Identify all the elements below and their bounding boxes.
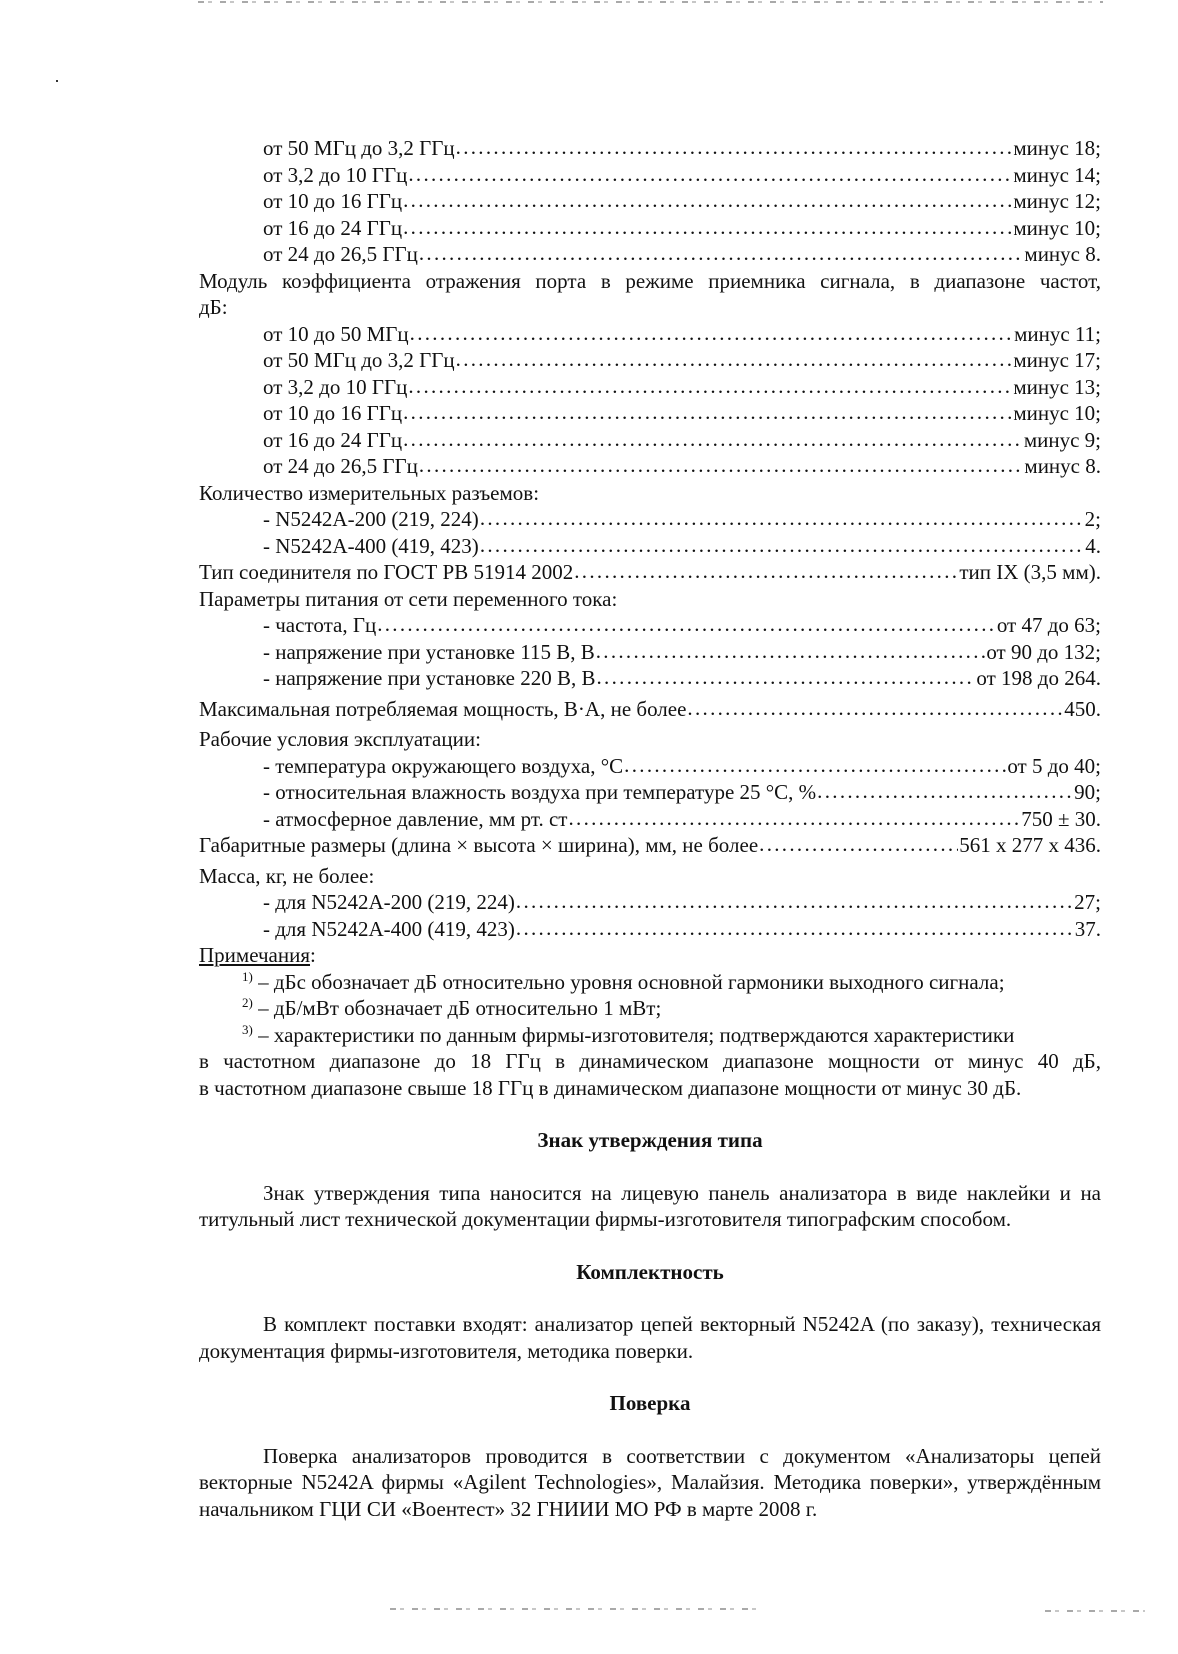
dot-leader: [687, 695, 1063, 722]
dot-leader: [817, 778, 1073, 805]
dot-leader: [596, 638, 986, 665]
note-continuation: в частотном диапазоне свыше 18 ГГц в динамическом диапазоне мощности от минус 30 дБ.: [199, 1075, 1022, 1100]
spec-title: Рабочие условия эксплуатации:: [199, 727, 481, 751]
document-page: [199, 135, 1101, 1522]
spec-row-dimensions: Габаритные размеры (длина × высота × ширина), мм, не более ..... 561 x 277 x 436.: [199, 832, 1101, 859]
dot-leader: [624, 752, 1006, 779]
scan-speck: [56, 80, 58, 82]
spec-row: от 50 МГц до 3,2 ГГц ..... минус 17;: [199, 347, 1101, 374]
spec-row: - температура окружающего воздуха, °С ..... от 5 до 40;: [199, 753, 1101, 780]
spec-row: от 24 до 26,5 ГГц ..... минус 8.: [199, 241, 1101, 268]
dot-leader: [759, 831, 958, 858]
section-paragraph: Знак утверждения типа наносится на лицевую панель анализатора в виде наклейки и на титульный лист технической документации фирмы-изготовителя типографским способом.: [199, 1180, 1101, 1231]
spec-row: от 24 до 26,5 ГГц ..... минус 8.: [199, 453, 1101, 480]
dot-leader: [403, 399, 1012, 426]
footnote-mark: 2): [242, 995, 253, 1010]
spec-row-connector-type: Тип соединителя по ГОСТ РВ 51914 2002 ..... тип IX (3,5 мм).: [199, 559, 1101, 586]
spec-row: - N5242A-200 (219, 224) ..... 2;: [199, 506, 1101, 533]
dot-leader: [377, 611, 996, 638]
dot-leader: [403, 187, 1012, 214]
section-heading: Поверка: [609, 1391, 691, 1415]
dot-leader: [456, 346, 1013, 373]
type-approval-section: [199, 1127, 1101, 1233]
verification-section: [199, 1390, 1101, 1522]
spec-row: - для N5242A-400 (419, 423) ..... 37.: [199, 916, 1101, 943]
footnote-mark: 3): [242, 1021, 253, 1037]
operating-conditions-section: [199, 726, 1101, 832]
footnote-mark: 1): [242, 968, 253, 984]
dot-leader: [516, 915, 1074, 942]
section-heading: Комплектность: [576, 1259, 724, 1284]
spec-title: Модуль коэффициента отражения порта в режиме приемника сигнала, в диапазоне частот,: [199, 268, 1101, 293]
scan-artifact-bottom-center: [390, 1608, 760, 1610]
spec-row: от 3,2 до 10 ГГц ..... минус 14;: [199, 162, 1101, 189]
completeness-section: [199, 1259, 1101, 1365]
dot-leader: [403, 426, 1023, 453]
dot-leader: [408, 373, 1012, 400]
section-heading: Знак утверждения типа: [537, 1128, 763, 1152]
spec-row: от 16 до 24 ГГц ..... минус 10;: [199, 215, 1101, 242]
spec-row: от 50 МГц до 3,2 ГГц ..... минус 18;: [199, 135, 1101, 162]
dot-leader: [419, 452, 1024, 479]
dot-leader: [410, 320, 1013, 347]
spec-row-max-power: Максимальная потребляемая мощность, В·А, не более ..... 450.: [199, 696, 1101, 723]
dot-leader: [403, 214, 1012, 241]
scan-artifact-bottom-right: [1045, 1610, 1145, 1612]
spec-row: - N5242A-400 (419, 423) ..... 4.: [199, 533, 1101, 560]
reflection-source-list: [199, 135, 1101, 268]
spec-title: Масса, кг, не более:: [199, 863, 375, 888]
note-item: $^{1)}$ – дБс обозначает дБ относительно уровня основной гармоники выходного сигнала;: [242, 968, 1005, 994]
spec-row: от 10 до 50 МГц ..... минус 11;: [199, 321, 1101, 348]
spec-title-cont: дБ:: [199, 295, 228, 319]
spec-row: от 3,2 до 10 ГГц ..... минус 13;: [199, 374, 1101, 401]
spec-row: от 10 до 16 ГГц ..... минус 12;: [199, 188, 1101, 215]
mass-section: [199, 863, 1101, 943]
spec-title: Количество измерительных разъемов:: [199, 480, 540, 505]
notes-title: Примечания:: [199, 943, 316, 967]
spec-row: - относительная влажность воздуха при температуре 25 °С, % ..... 90;: [199, 779, 1101, 806]
spec-title: Параметры питания от сети переменного тока:: [199, 586, 618, 611]
spec-row: - частота, Гц ..... от 47 до 63;: [199, 612, 1101, 639]
section-paragraph: Поверка анализаторов проводится в соответствии с документом «Анализаторы цепей векторные N5242A фирмы «Agilent Technologies», Малайзия. Методика поверки», утверждённым начальником ГЦИ СИ «Воентест» 32 ГНИИИ МО РФ в марте 2008 г.: [199, 1443, 1101, 1521]
spec-row: от 10 до 16 ГГц ..... минус 10;: [199, 400, 1101, 427]
spec-row: от 16 до 24 ГГц ..... минус 9;: [199, 427, 1101, 454]
spec-row: - напряжение при установке 220 В, В ..... от 198 до 264.: [199, 665, 1101, 692]
notes-section: [199, 942, 1101, 1101]
spec-row: - для N5242A-200 (219, 224) ..... 27;: [199, 889, 1101, 916]
dot-leader: [516, 888, 1073, 915]
dot-leader: [419, 240, 1024, 267]
dot-leader: [597, 664, 976, 691]
reflection-receiver-section: [199, 268, 1101, 480]
spec-row: - напряжение при установке 115 В, В ..... от 90 до 132;: [199, 639, 1101, 666]
note-item: $^{2)}$ – дБ/мВт обозначает дБ относительно 1 мВт;: [242, 995, 662, 1020]
dot-leader: [408, 161, 1012, 188]
dot-leader: [480, 532, 1084, 559]
dot-leader: [568, 805, 1020, 832]
note-continuation: в частотном диапазоне до 18 ГГц в динамическом диапазоне мощности от минус 40 дБ,: [199, 1049, 1101, 1073]
dot-leader: [480, 505, 1084, 532]
scan-artifact-top: [198, 1, 1103, 3]
dot-leader: [574, 558, 958, 585]
connectors-section: [199, 480, 1101, 560]
power-supply-section: [199, 586, 1101, 692]
note-item: $^{3)}$ – характеристики по данным фирмы-изготовителя; подтверждаются характеристики: [242, 1021, 1015, 1047]
spec-row: - атмосферное давление, мм рт. ст ..... 750 ± 30.: [199, 806, 1101, 833]
dot-leader: [456, 134, 1013, 161]
section-paragraph: В комплект поставки входят: анализатор цепей векторный N5242A (по заказу), техническая документация фирмы-изготовителя, методика поверки.: [199, 1312, 1101, 1363]
